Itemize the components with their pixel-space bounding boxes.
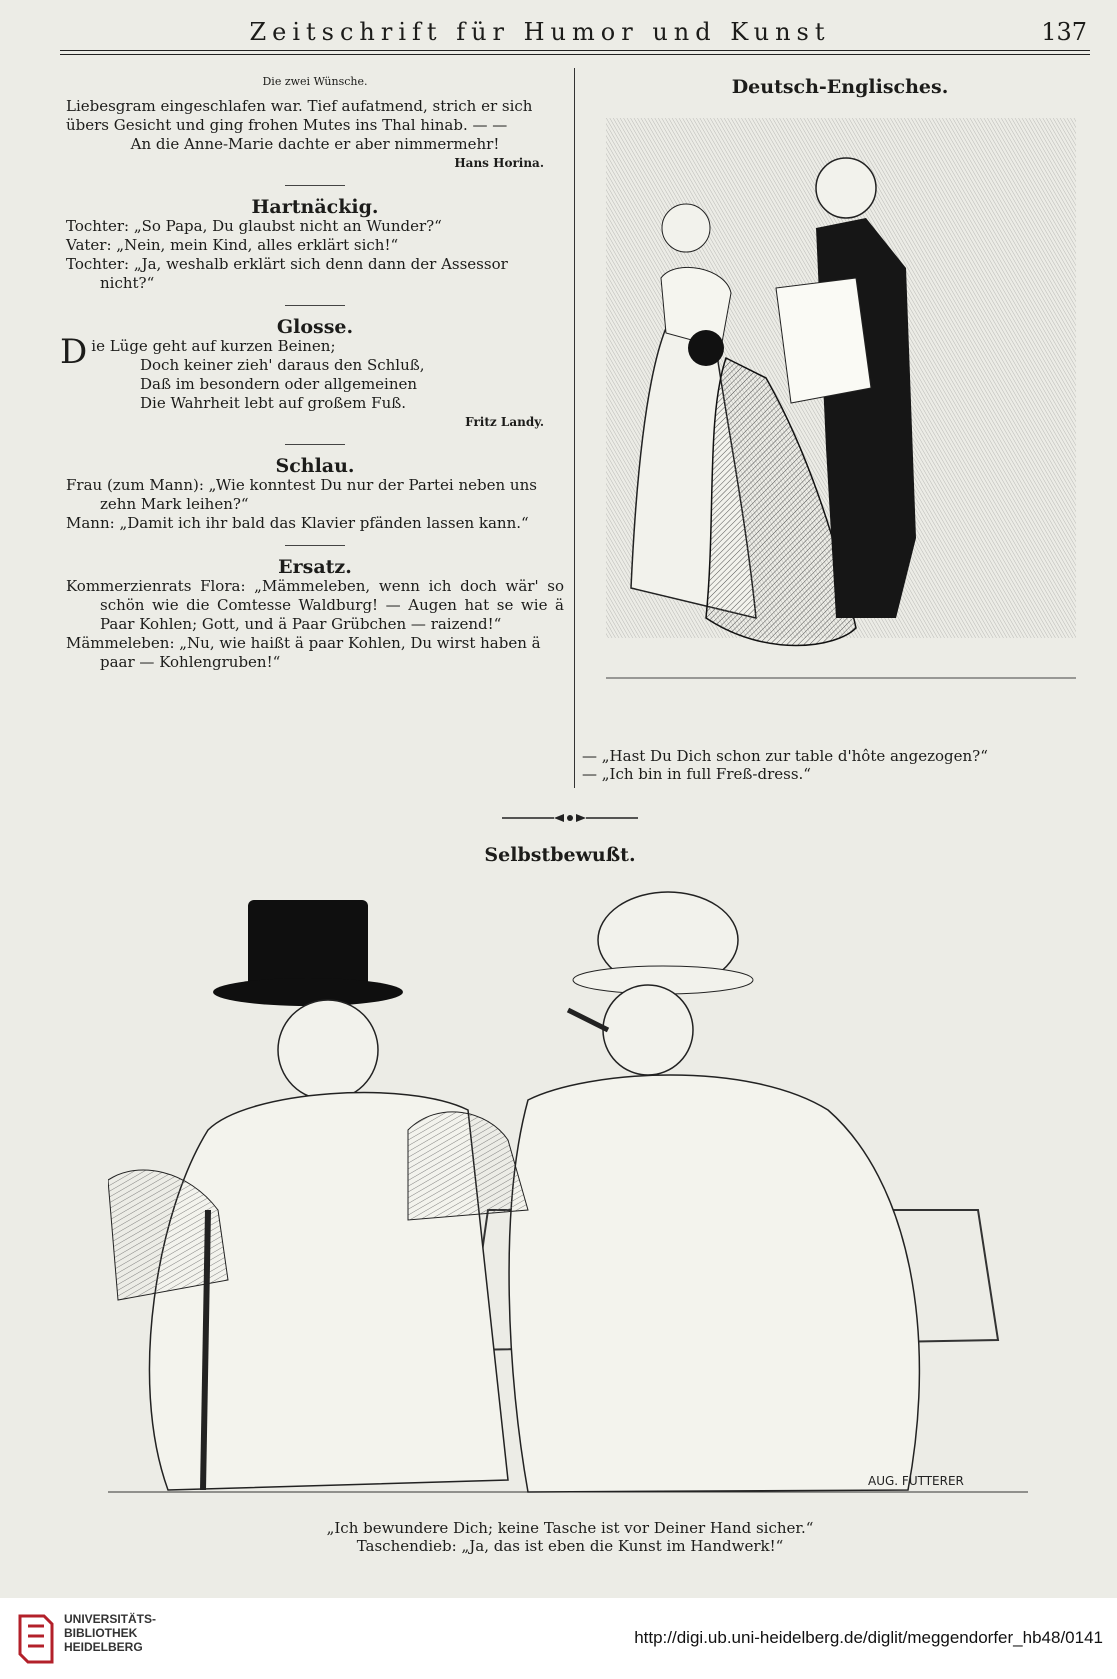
top-hat [248,900,368,990]
section-heading-deutsch-englisches: Deutsch-Englisches. [731,76,949,98]
separator [285,444,345,445]
caption-line: — „Hast Du Dich schon zur table d'hôte angezogen?“ [582,747,988,765]
page-number: 137 [1041,18,1087,46]
source-url-link[interactable]: http://digi.ub.uni-heidelberg.de/diglit/meggendorfer_hb48/0141 [634,1628,1103,1647]
caption-line: — „Ich bin in full Freß-dress.“ [582,765,811,783]
right-column [590,78,1090,97]
woman-standing-head [662,204,710,252]
left-column [60,72,564,672]
illustration-ballroom [606,118,1076,718]
dialogue-line: Vater: „Nein, mein Kind, alles erklärt sich!“ [66,236,399,254]
section-heading-hartnaeckig: Hartnäckig. [251,196,379,218]
section-heading-selbstbewusst: Selbstbewußt. [484,844,636,866]
library-name-line: HEIDELBERG [64,1640,143,1654]
section-heading-ersatz: Ersatz. [278,556,352,578]
top-hat-brim [213,978,403,1006]
bottom-heading-wrap [300,846,820,865]
woman-kneeling-head [688,330,724,366]
story-title: Die zwei Wünsche. [262,75,368,88]
artist-signature: AUG. FUTTERER [868,1474,964,1488]
young-man-jacket [509,1075,919,1492]
young-man-arm [408,1112,528,1220]
section-heading-schlau: Schlau. [275,455,355,477]
separator [285,185,345,186]
cigar [568,1010,608,1030]
dialogue-line: Frau (zum Mann): „Wie konntest Du nur der Partei neben uns zehn Mark leihen?“ [66,476,537,513]
dialogue-line: Mämmeleben: „Nu, wie haißt ä paar Kohlen, Du wirst haben ä paar — Kohlengruben!“ [66,634,541,671]
separator [285,305,345,306]
story-line: Liebesgram eingeschlafen war. Tief aufatmend, strich er sich [66,97,533,115]
dialogue-line: Tochter: „Ja, weshalb erklärt sich denn dann der Assessor nicht?“ [66,255,508,292]
university-library-logo-icon [16,1612,56,1666]
ballroom-caption [582,747,1082,783]
caption-line: Taschendieb: „Ja, das ist eben die Kunst im Handwerk!“ [356,1537,784,1555]
library-name-line: BIBLIOTHEK [64,1626,138,1640]
ornament-divider [502,812,638,824]
story-author: Hans Horina. [454,156,544,170]
caption-line: „Ich bewundere Dich; keine Tasche ist vor Deiner Hand sicher.“ [326,1519,814,1537]
man-head [816,158,876,218]
poem-line: Doch keiner zieh' daraus den Schluß, [140,356,425,374]
header-rule [60,50,1090,51]
illustration-bench [108,880,1028,1510]
poem-line: ie Lüge geht auf kurzen Beinen; [91,337,336,355]
library-name-line: UNIVERSITÄTS- [64,1612,157,1626]
dialogue-line: Mann: „Damit ich ihr bald das Klavier pfänden lassen kann.“ [66,514,529,532]
header-rule-2 [60,54,1090,55]
footer-bar [0,1598,1117,1679]
bench-caption [250,1519,890,1555]
dialogue-line: Kommerzienrats Flora: „Mämmeleben, wenn ich doch wär' so schön wie die Comtesse Waldburg! — Augen hat se wie ä Paar Kohlen; Gott, und ä Paar Grübchen — raizend!“ [66,577,564,633]
university-library-name [64,1612,156,1654]
poem [60,332,564,413]
section-heading-glosse: Glosse. [276,316,354,338]
newspaper [776,278,871,403]
separator [285,545,345,546]
journal-title: Zeitschrift für Humor und Kunst [249,18,831,46]
young-man-face [603,985,693,1075]
poem-line: Die Wahrheit lebt auf großem Fuß. [140,394,407,412]
column-divider [574,68,575,788]
old-man-face [278,1000,378,1100]
story-line: An die Anne-Marie dachte er aber nimmermehr! [130,135,500,153]
poem-line: Daß im besondern oder allgemeinen [140,375,418,393]
drop-cap: D [60,332,88,372]
story-line: übers Gesicht und ging frohen Mutes ins Thal hinab. — — [66,116,508,134]
poem-author: Fritz Landy. [465,415,544,429]
dialogue-line: Tochter: „So Papa, Du glaubst nicht an Wunder?“ [66,217,442,235]
